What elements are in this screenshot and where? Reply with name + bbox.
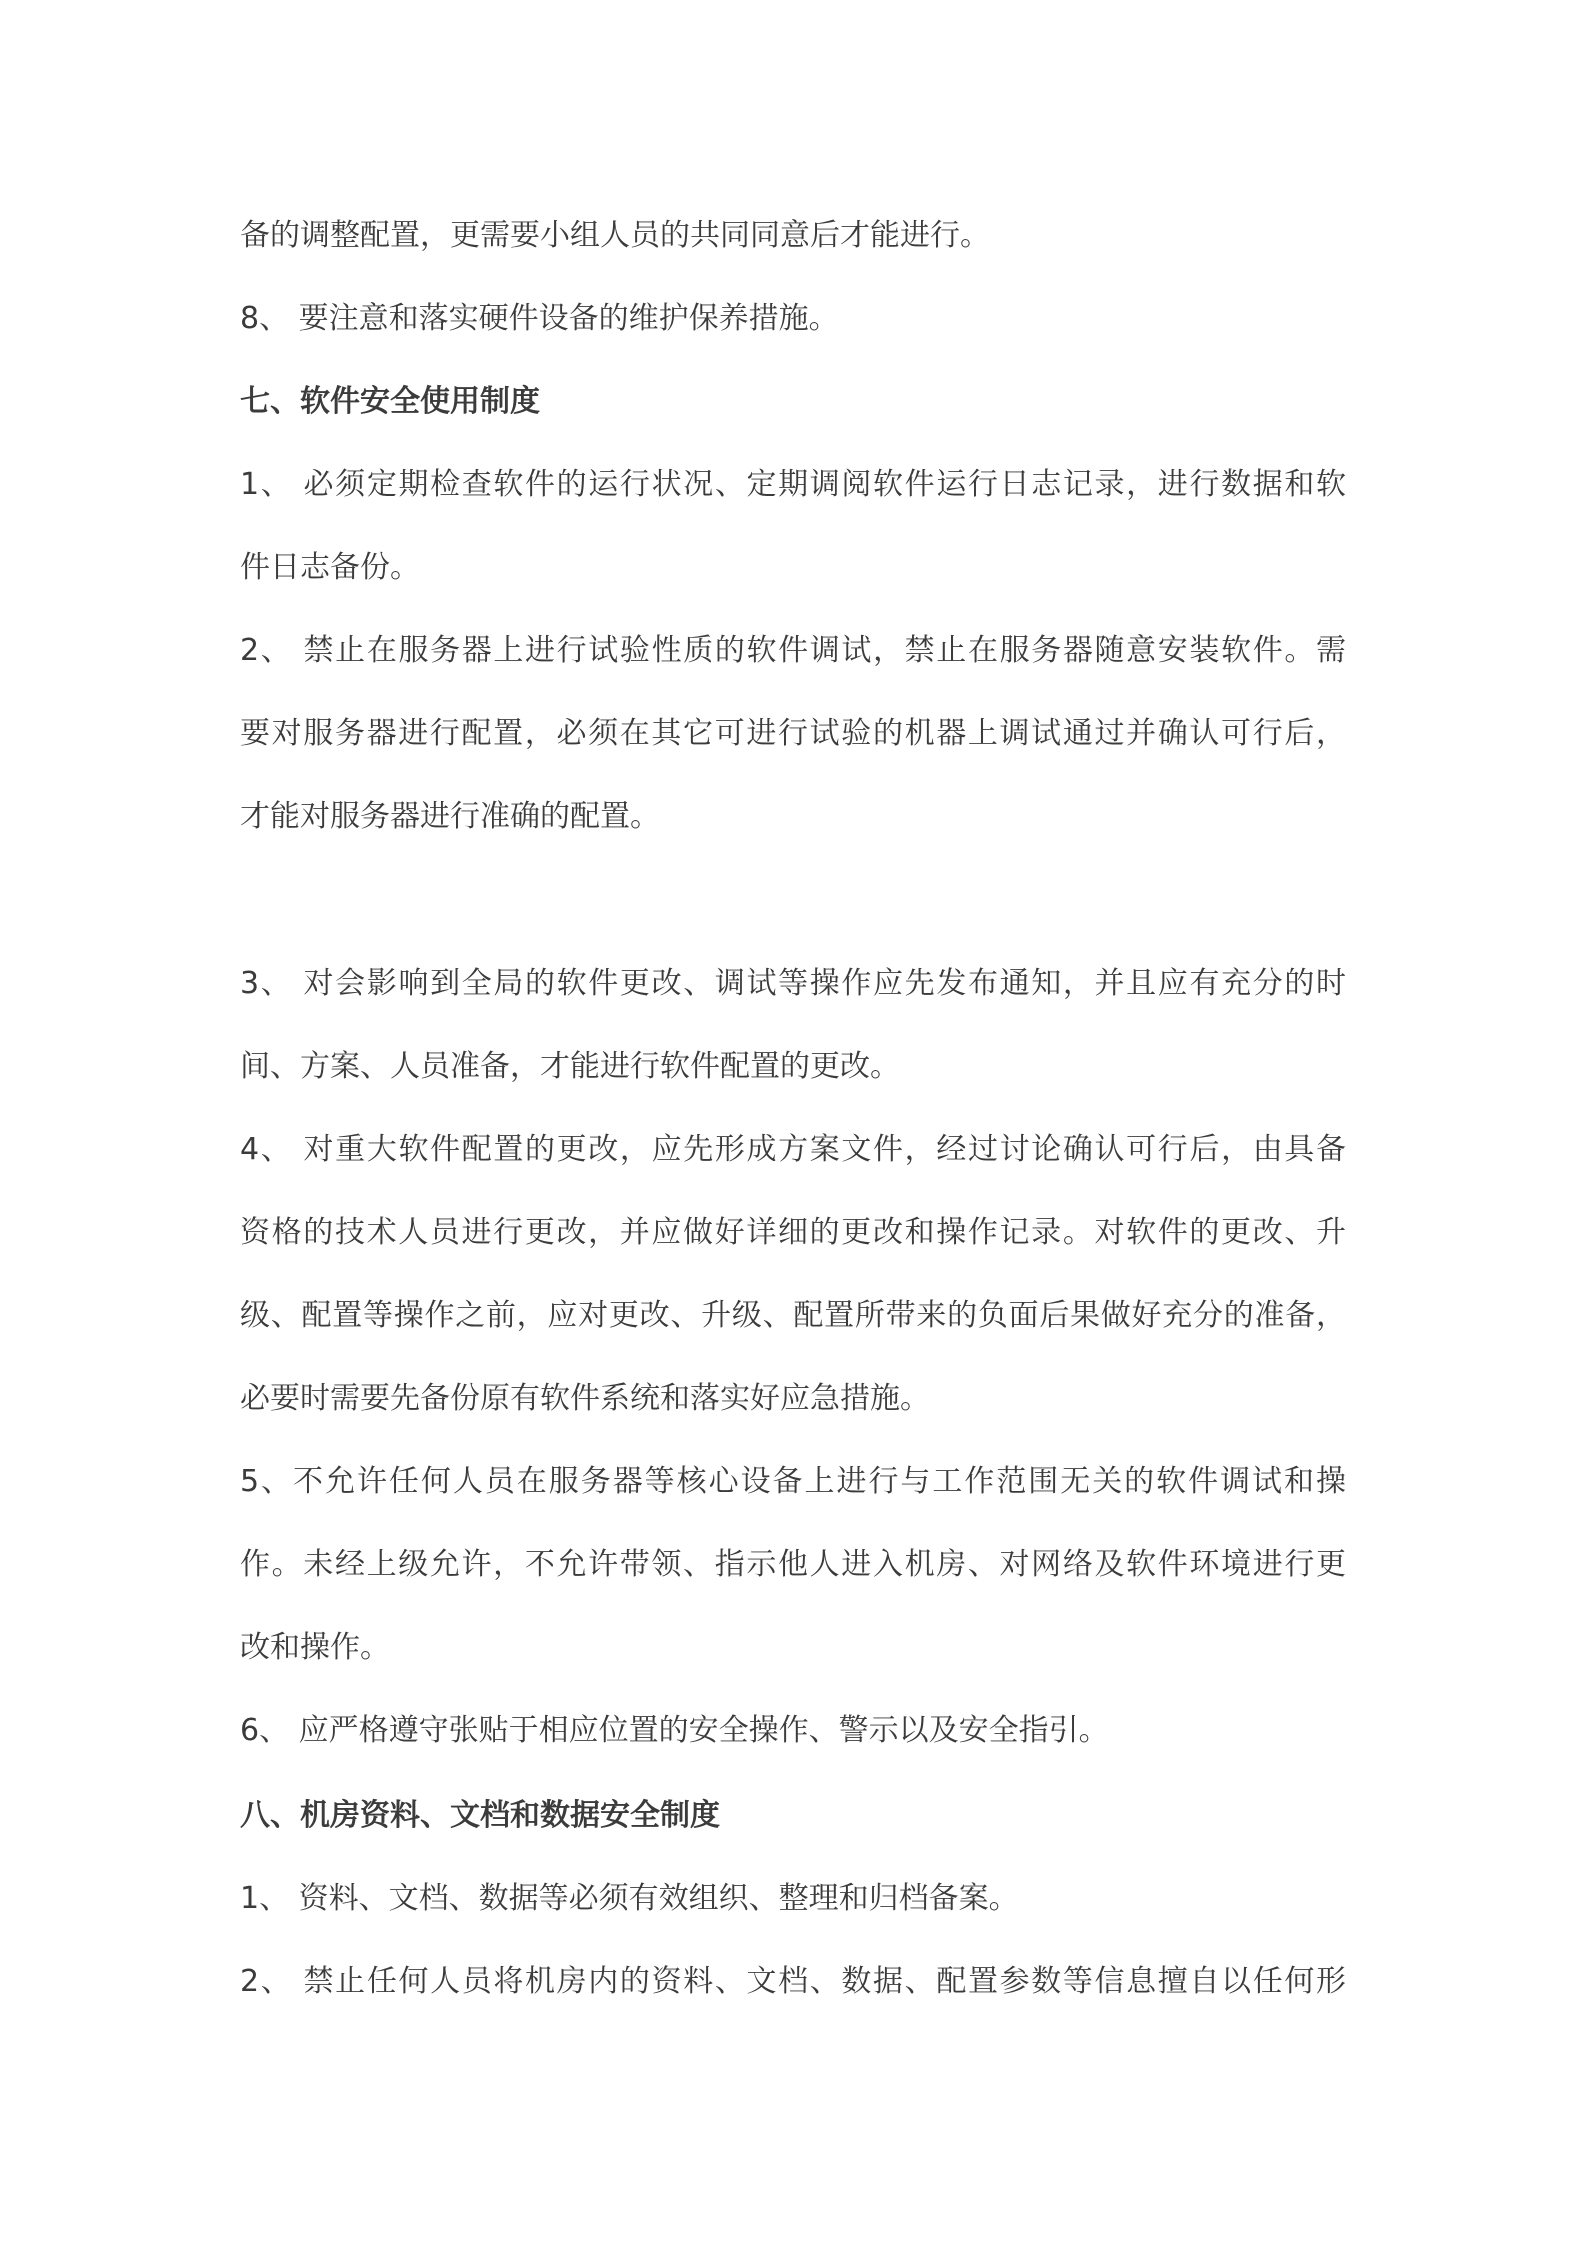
list-item-5: 5、不允许任何人员在服务器等核心设备上进行与工作范围无关的软件调试和操 <box>240 1464 1346 1499</box>
list-item-2: 2、 禁止在服务器上进行试验性质的软件调试，禁止在服务器随意安装软件。需 <box>240 633 1346 668</box>
paragraph-line: 资格的技术人员进行更改，并应做好详细的更改和操作记录。对软件的更改、升 <box>240 1215 1346 1250</box>
list-item-3: 3、 对会影响到全局的软件更改、调试等操作应先发布通知，并且应有充分的时 <box>240 966 1346 1001</box>
list-item-1: 1、 资料、文档、数据等必须有效组织、整理和归档备案。 <box>240 1881 1019 1916</box>
paragraph-line: 必要时需要先备份原有软件系统和落实好应急措施。 <box>240 1381 930 1416</box>
paragraph-line: 间、方案、人员准备，才能进行软件配置的更改。 <box>240 1049 900 1084</box>
paragraph-line: 要对服务器进行配置，必须在其它可进行试验的机器上调试通过并确认可行后， <box>240 716 1346 751</box>
paragraph-line: 才能对服务器进行准确的配置。 <box>240 799 660 834</box>
list-item-2: 2、 禁止任何人员将机房内的资料、文档、数据、配置参数等信息擅自以任何形 <box>240 1964 1346 1999</box>
paragraph-line: 备的调整配置，更需要小组人员的共同同意后才能进行。 <box>240 218 990 253</box>
paragraph-line: 作。未经上级允许，不允许带领、指示他人进入机房、对网络及软件环境进行更 <box>240 1547 1346 1582</box>
paragraph-line: 级、配置等操作之前，应对更改、升级、配置所带来的负面后果做好充分的准备， <box>240 1298 1346 1333</box>
list-item-1: 1、 必须定期检查软件的运行状况、定期调阅软件运行日志记录，进行数据和软 <box>240 467 1346 502</box>
paragraph-line: 改和操作。 <box>240 1630 390 1665</box>
list-item-8: 8、 要注意和落实硬件设备的维护保养措施。 <box>240 301 839 336</box>
list-item-4: 4、 对重大软件配置的更改，应先形成方案文件，经过讨论确认可行后，由具备 <box>240 1132 1346 1167</box>
paragraph-line: 件日志备份。 <box>240 550 420 585</box>
list-item-6: 6、 应严格遵守张贴于相应位置的安全操作、警示以及安全指引。 <box>240 1713 1109 1748</box>
section-heading-7-software-security: 七、软件安全使用制度 <box>240 384 540 419</box>
section-heading-8-document-security: 八、机房资料、文档和数据安全制度 <box>240 1798 720 1833</box>
